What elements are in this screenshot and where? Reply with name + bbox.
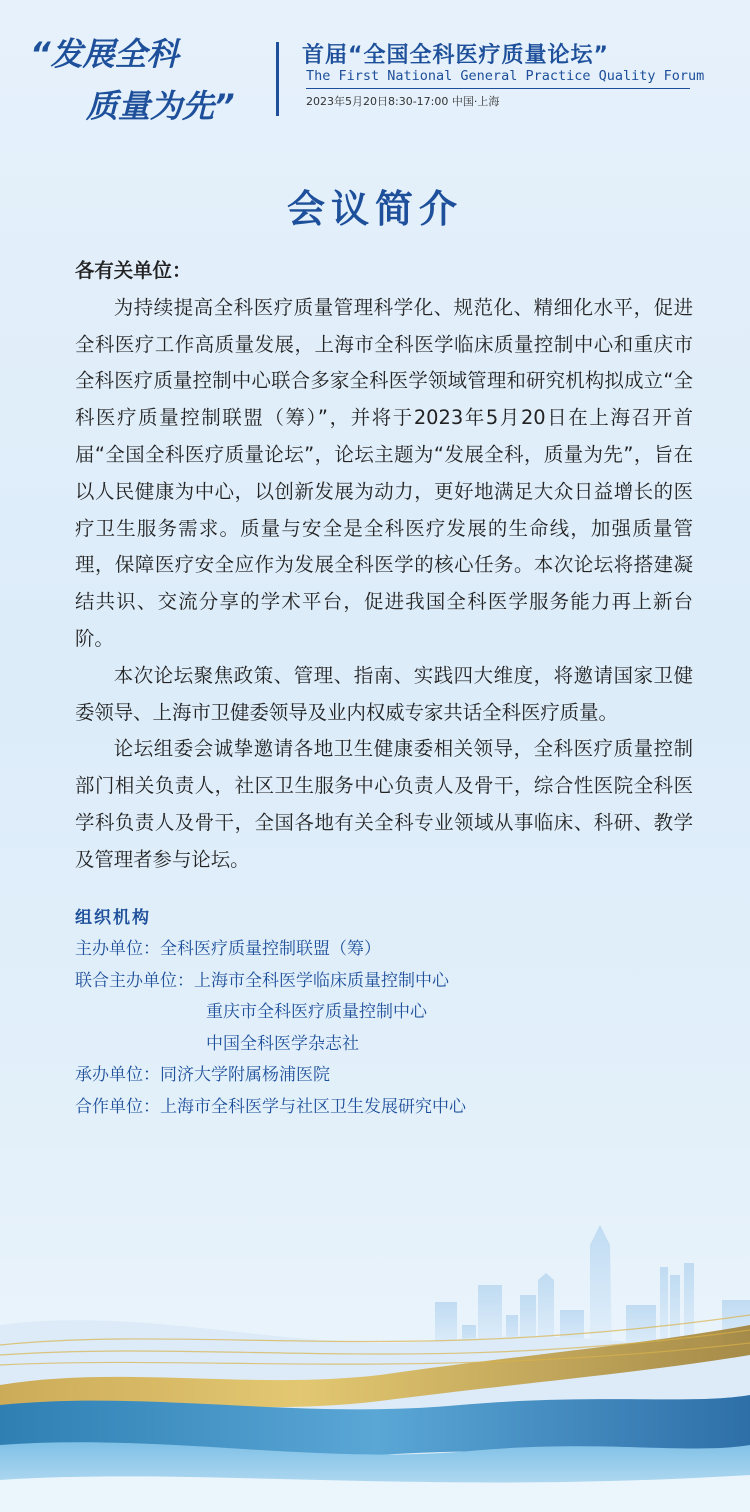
forum-title: 首届“全国全科医疗质量论坛” xyxy=(302,43,609,68)
co-host-row: 联合主办单位：上海市全科医学临床质量控制中心 xyxy=(75,970,449,991)
organization-section xyxy=(75,902,695,1123)
page-header xyxy=(0,0,750,140)
paragraph-3: 论坛组委会诚挚邀请各地卫生健康委相关领导，全科医疗质量控制部门相关负责人，社区卫生服务中心负责人及骨干，综合性医院全科医学科负责人及骨干，全国各地有关全科专业领域从事临床、科研、教学及管理者参与论坛。 xyxy=(75,737,693,871)
section-title: 会议简介 xyxy=(286,187,463,231)
organization-title: 组织机构 xyxy=(75,908,151,928)
co-host-row-2: 重庆市全科医疗质量控制中心 xyxy=(206,1002,427,1022)
header-divider xyxy=(276,42,279,116)
paragraph-2: 本次论坛聚焦政策、管理、指南、实践四大维度，将邀请国家卫健委领导、上海市卫健委领导及业内权威专家共话全科医疗质量。 xyxy=(75,663,693,724)
organizer-row: 承办单位：同济大学附属杨浦医院 xyxy=(75,1065,330,1085)
co-host-row-3: 中国全科医学杂志社 xyxy=(206,1033,359,1054)
partner-row: 合作单位：上海市全科医学与社区卫生发展研究中心 xyxy=(75,1096,466,1117)
slogan-line-2: 质量为先” xyxy=(86,87,235,125)
intro-body xyxy=(75,253,693,879)
greeting: 各有关单位： xyxy=(75,259,192,282)
header-underline xyxy=(306,88,690,89)
slogan-line-1: “发展全科 xyxy=(30,35,179,73)
paragraph-1: 为持续提高全科医疗质量管理科学化、规范化、精细化水平，促进全科医疗工作高质量发展，上海市全科医学临床质量控制中心和重庆市全科医疗质量控制中心联合多家全科医学领域管理和研究机构拟成立“全科医疗质量控制联盟（筹）”，并将于2023年5月20日在上海召开首届“全国全科医疗质量论坛”，论坛主题为“发展全科，质量为先”，旨在以人民健康为中心，以创新发展为动力，更好地满足大众日益增长的医疗卫生服务需求。质量与安全是全科医疗发展的生命线，加强质量管理，保障医疗安全应作为发展全科医学的核心任务。本次论坛将搭建凝结共识、交流分享的学术平台，促进我国全科医学服务能力再上新台阶。 xyxy=(75,295,693,650)
forum-date: 2023年5月20日8:30-17:00 中国·上海 xyxy=(306,95,500,108)
host-row: 主办单位：全科医疗质量控制联盟（筹） xyxy=(75,939,381,959)
forum-title-english: The First National General Practice Quality Forum xyxy=(306,68,705,84)
city-skyline-illustration xyxy=(0,1205,750,1512)
